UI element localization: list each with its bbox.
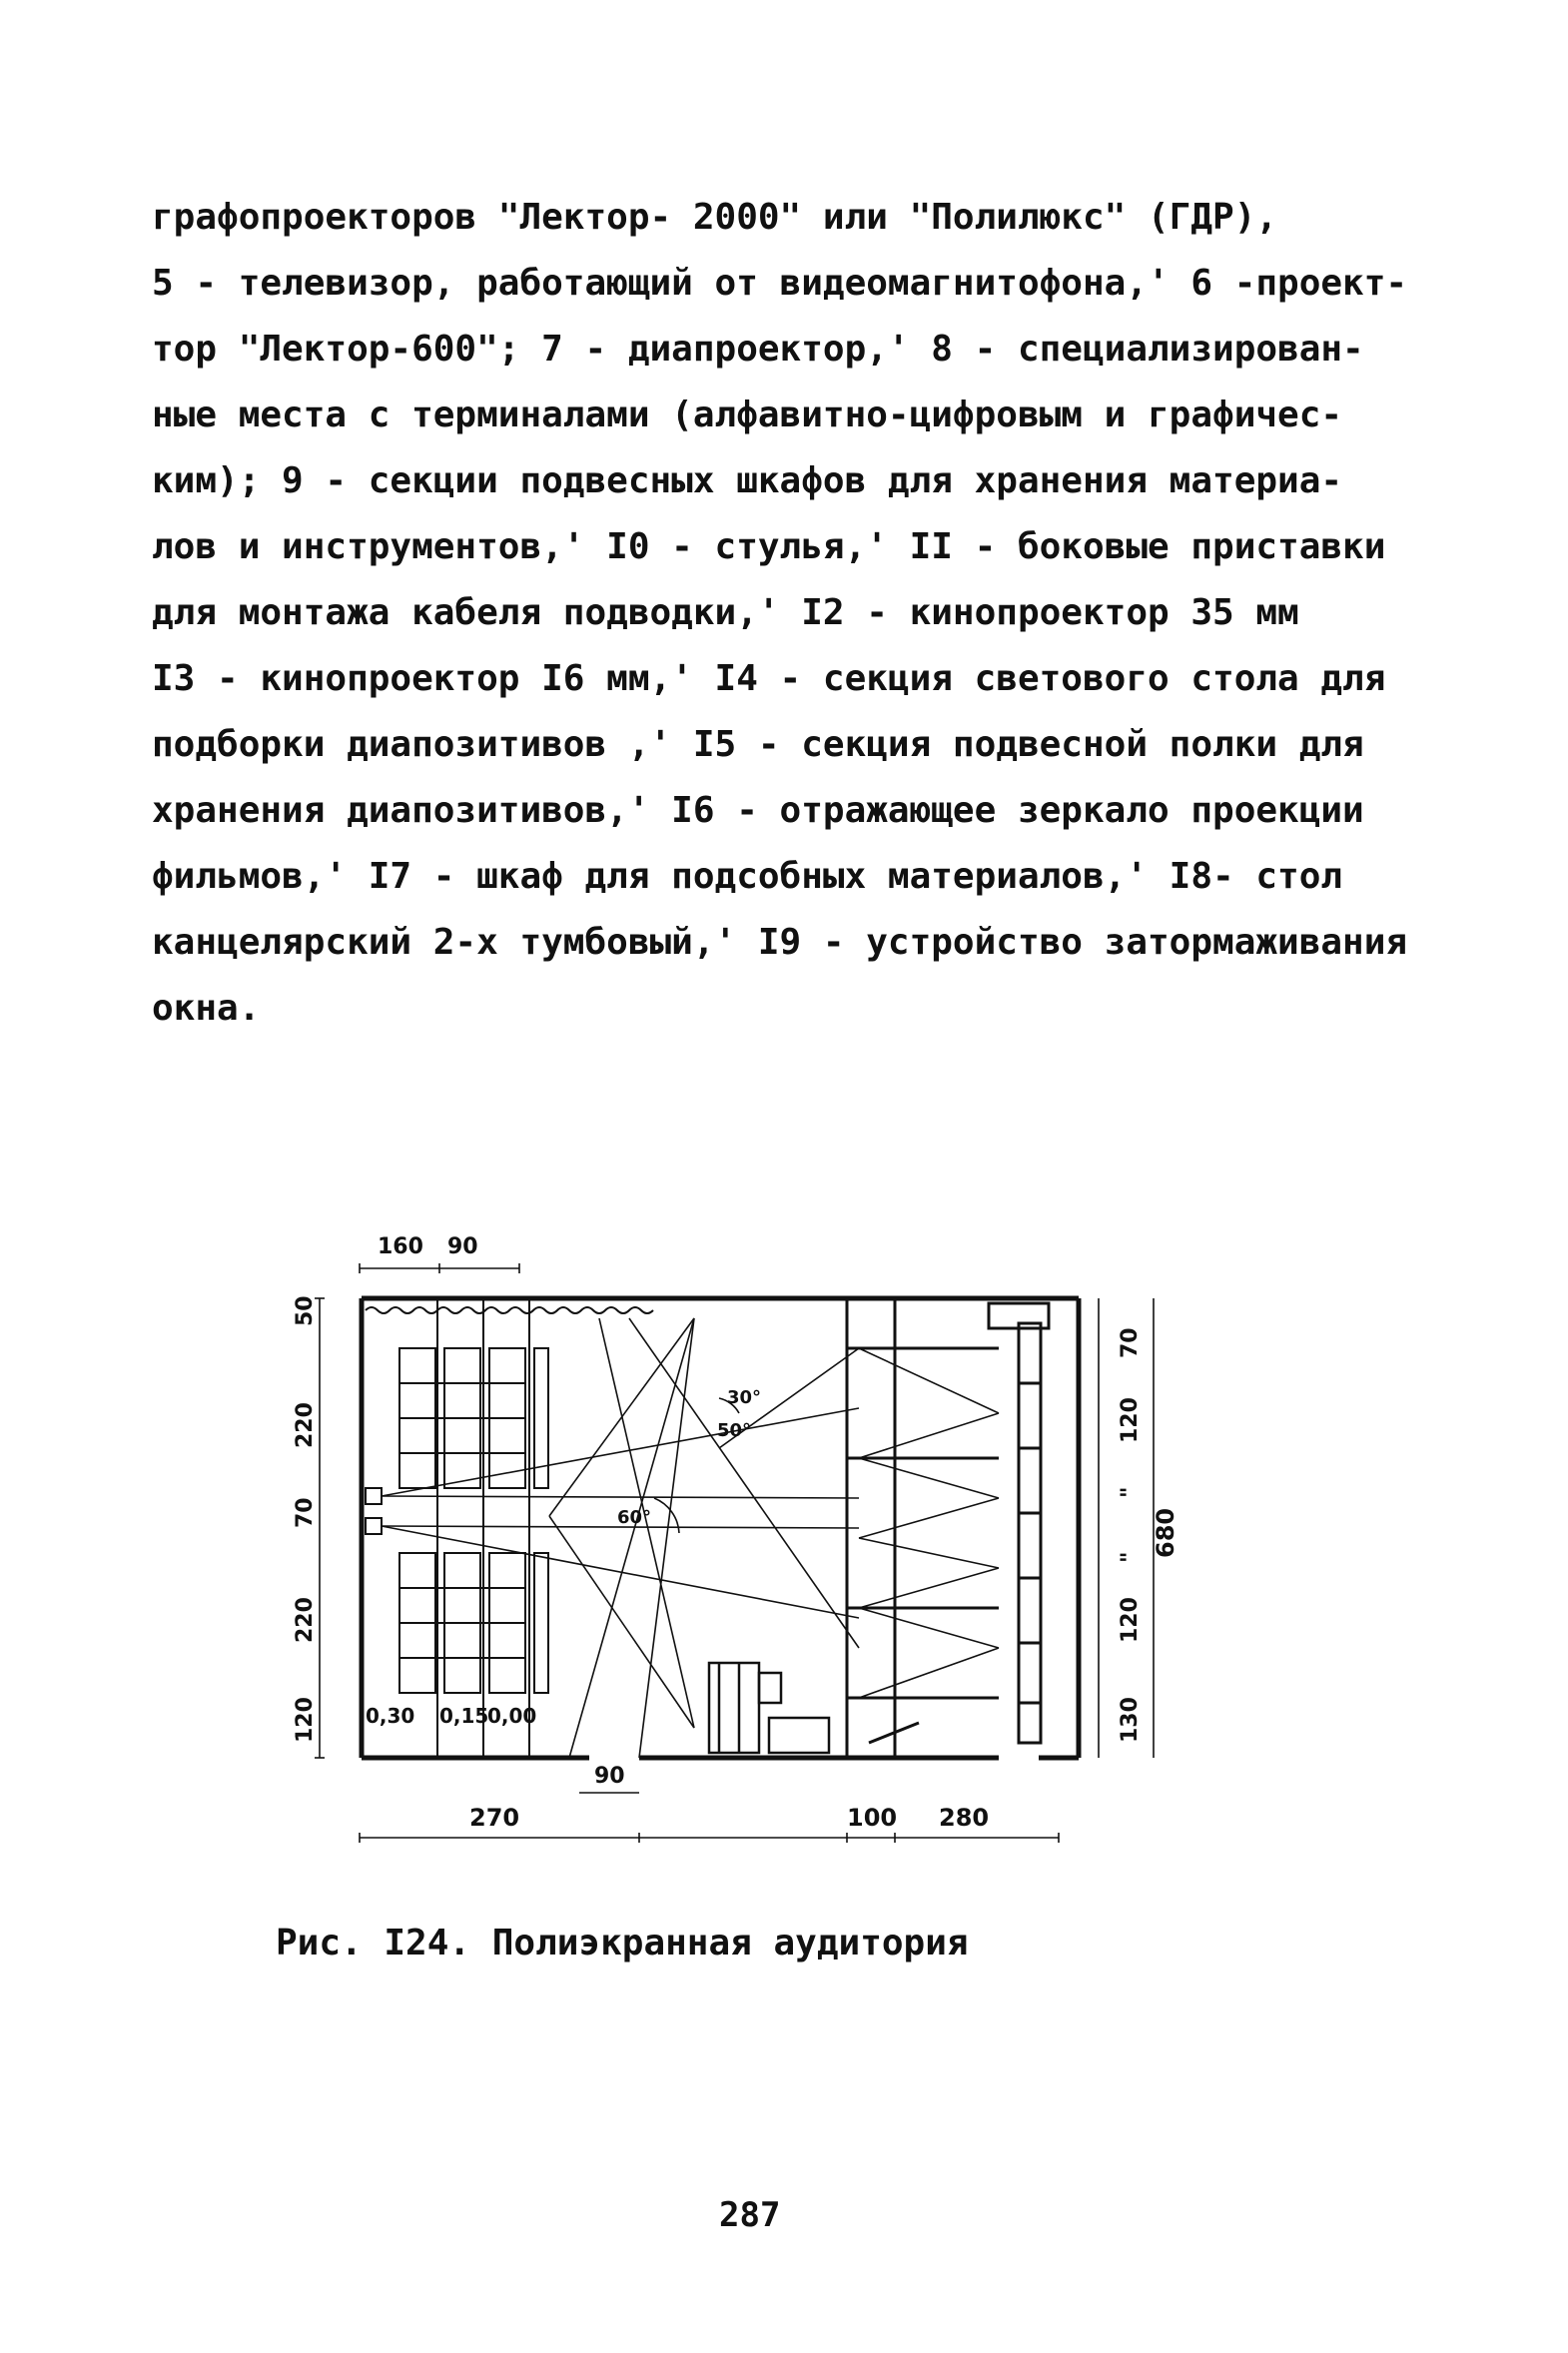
- dim-right-120a: 120: [1118, 1397, 1143, 1443]
- angle-60: 60°: [617, 1507, 652, 1528]
- dim-right-70: 70: [1118, 1327, 1143, 1358]
- desk-furniture: [709, 1663, 829, 1753]
- dim-right-dots: ": [1118, 1486, 1143, 1498]
- dim-right-120b: 120: [1118, 1597, 1143, 1643]
- dim-bottom-100: 100: [847, 1804, 898, 1832]
- page-number: 287: [719, 2195, 781, 2235]
- text-line: графопроекторов "Лектор- 2000" или "Полилюкс" (ГДР),: [152, 197, 1278, 238]
- text-line: ким); 9 - секции подвесных шкафов для хранения материа-: [152, 460, 1343, 501]
- angle-30: 30°: [727, 1387, 762, 1408]
- slope-015: 0,15: [439, 1704, 489, 1728]
- seating-rows: [399, 1298, 548, 1758]
- projectors: [366, 1488, 382, 1534]
- text-line: для монтажа кабеля подводки,' I2 - кинопроектор 35 мм: [152, 592, 1299, 633]
- slope-000: 0,00: [487, 1704, 537, 1728]
- dim-left-220b: 220: [293, 1597, 318, 1643]
- dim-bottom-270: 270: [469, 1804, 520, 1832]
- text-line: окна.: [152, 988, 261, 1029]
- auditorium-floor-plan: [293, 1198, 1258, 1878]
- dim-bottom-280: 280: [939, 1804, 990, 1832]
- text-line: 5 - телевизор, работающий от видеомагнитофона,' 6 -проект-: [152, 263, 1408, 304]
- slope-030: 0,30: [366, 1704, 415, 1728]
- text-line: тор "Лектор-600"; 7 - диапроектор,' 8 - специализирован-: [152, 329, 1364, 370]
- text-line: ные места с терминалами (алфавитно-цифровым и графичес-: [152, 394, 1343, 435]
- dim-right-dots2: ": [1118, 1551, 1143, 1563]
- dim-left-220a: 220: [293, 1402, 318, 1448]
- text-line: лов и инструментов,' I0 - стулья,' II - боковые приставки: [152, 526, 1386, 567]
- dim-left-70: 70: [293, 1497, 318, 1528]
- text-line: хранения диапозитивов,' I6 - отражающее зеркало проекции: [152, 790, 1364, 831]
- text-line: I3 - кинопроектор I6 мм,' I4 - секция светового стола для: [152, 658, 1386, 699]
- dim-right-total: 680: [1152, 1507, 1179, 1558]
- dim-right-130: 130: [1118, 1697, 1143, 1743]
- dim-left-50: 50: [293, 1295, 318, 1326]
- screen-wall: [847, 1298, 1049, 1758]
- dim-top-90: 90: [447, 1234, 478, 1259]
- text-line: фильмов,' I7 - шкаф для подсобных материалов,' I8- стол: [152, 856, 1343, 897]
- window-curtain: [366, 1307, 653, 1313]
- dim-bottom-90: 90: [594, 1764, 625, 1789]
- figure-caption: Рис. I24. Полиэкранная аудитория: [276, 1923, 969, 1963]
- text-line: подборки диапозитивов ,' I5 - секция подвесной полки для: [152, 724, 1364, 765]
- text-line: канцелярский 2-х тумбовый,' I9 - устройство затормаживания: [152, 922, 1408, 963]
- dim-top-160: 160: [378, 1234, 423, 1259]
- dim-left-120: 120: [293, 1697, 318, 1743]
- angle-50: 50°: [717, 1420, 752, 1441]
- legend-text: [152, 185, 1408, 1042]
